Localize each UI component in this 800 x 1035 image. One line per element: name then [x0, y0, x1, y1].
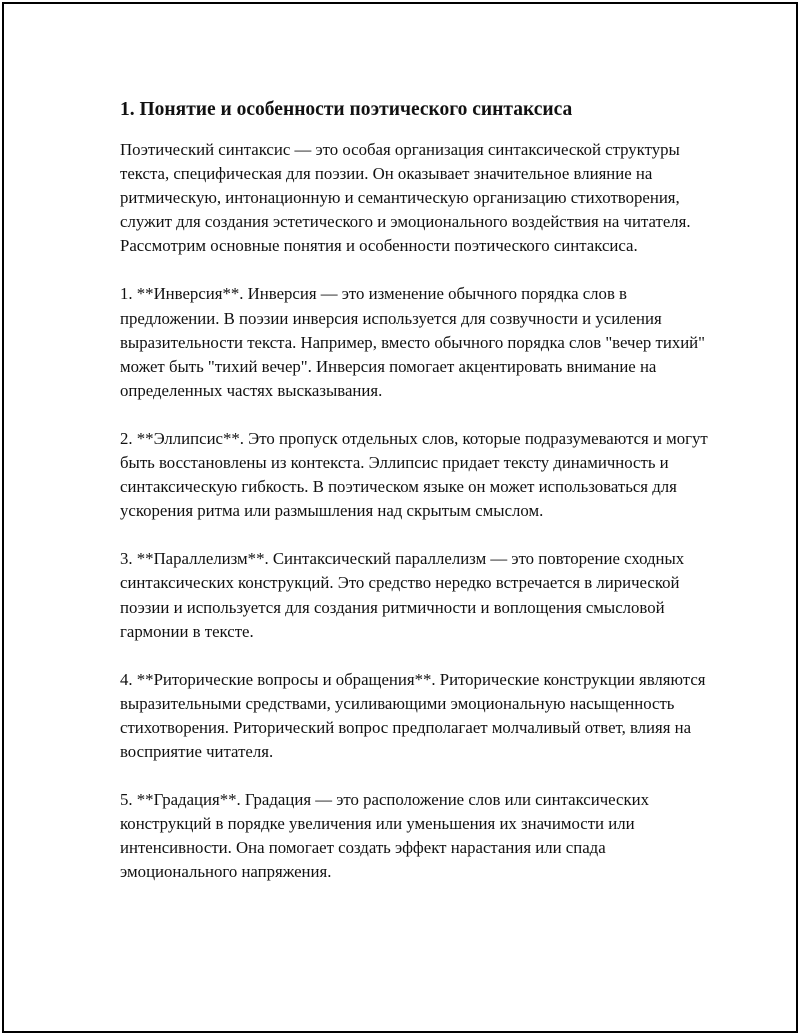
page-frame: [2, 2, 798, 1033]
intro-paragraph: Поэтический синтаксис — это особая организация синтаксической структуры текста, специфическая для поэзии. Он оказывает значительное влияние на ритмическую, интонационную и семантическую организацию стихотворения, служит для создания эстетического и эмоционального воздействия на читателя. Рассмотрим основные понятия и особенности поэтического синтаксиса.: [120, 140, 691, 256]
section-heading: 1. Понятие и особенности поэтического синтаксиса: [120, 99, 573, 120]
list-item-parallelism: 3. **Параллелизм**. Синтаксический параллелизм — это повторение сходных синтаксических конструкций. Это средство нередко встречается в лирической поэзии и используется для создания ритмичности и воплощения смысловой гармонии в тексте.: [120, 549, 685, 641]
document-body: [120, 98, 710, 908]
list-item-ellipsis: 2. **Эллипсис**. Это пропуск отдельных слов, которые подразумеваются и могут быть восстановлены из контекста. Эллипсис придает тексту динамичность и синтаксическую гибкость. В поэтическом языке он может использоваться для ускорения ритма или размышления над скрытым смыслом.: [120, 428, 708, 521]
list-item-gradation: 5. **Градация**. Градация — это расположение слов или синтаксических конструкций в порядке увеличения или уменьшения их значимости или интенсивности. Она помогает создать эффект нарастания или спада эмоционального напряжения.: [120, 790, 650, 882]
list-item-rhetorical: 4. **Риторические вопросы и обращения**. Риторические конструкции являются выразительными средствами, усиливающими эмоциональную насыщенность стихотворения. Риторический вопрос предполагает молчаливый ответ, влияя на восприятие читателя.: [120, 669, 706, 761]
list-item-inversion: 1. **Инверсия**. Инверсия — это изменение обычного порядка слов в предложении. В поэзии инверсия используется для созвучности и усиления выразительности текста. Например, вместо обычного порядка слов "вечер тихий" может быть "тихий вечер". Инверсия помогает акцентировать внимание на определенных частях высказывания.: [120, 284, 706, 400]
